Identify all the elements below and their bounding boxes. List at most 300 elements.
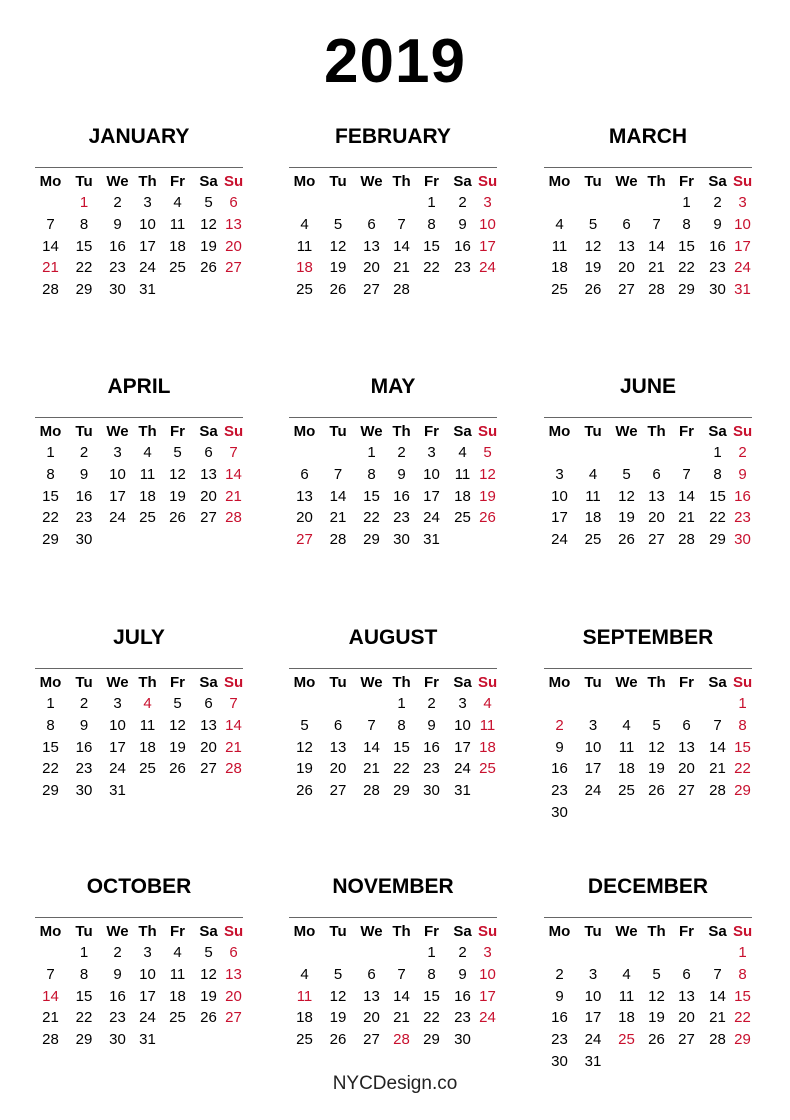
day-cell: 1: [79, 944, 89, 961]
day-cell: 30: [75, 531, 93, 549]
day-cell: 21: [709, 1009, 726, 1027]
week-row: [544, 964, 752, 986]
day-cell: 14: [42, 237, 59, 255]
day-cell: 2: [397, 444, 406, 461]
day-cell: 10: [479, 965, 496, 983]
empty-day-cell: [356, 693, 387, 715]
day-cell: 24: [109, 760, 126, 778]
empty-day-cell: [611, 442, 642, 464]
week-row: [35, 257, 243, 279]
week-row: [544, 257, 752, 279]
day-cell: 25: [296, 1031, 313, 1049]
weekday-header-row: [544, 422, 752, 442]
day-cell: 8: [682, 215, 691, 233]
week-row: [35, 942, 243, 964]
day-cell: 16: [75, 738, 93, 756]
day-cell: 8: [738, 716, 747, 734]
day-cell: 26: [169, 760, 186, 778]
day-cell: 8: [79, 215, 89, 233]
day-cell: 15: [393, 738, 410, 756]
day-cell: 3: [143, 194, 152, 211]
day-cell: 10: [551, 487, 568, 505]
week-row: [35, 737, 243, 759]
week-row: [289, 442, 497, 464]
week-row: [544, 986, 752, 1008]
day-cell: 17: [109, 487, 126, 505]
day-cell: 9: [79, 716, 89, 734]
empty-day-cell: [35, 942, 66, 964]
month-april: [35, 374, 243, 551]
day-cell: 14: [393, 987, 410, 1005]
day-cell: 11: [139, 465, 156, 483]
day-cell: 4: [555, 215, 564, 233]
day-cell: 15: [423, 237, 440, 255]
day-cell: 15: [42, 487, 59, 505]
empty-day-cell: [642, 802, 671, 824]
day-cell: 22: [75, 259, 93, 277]
month-title: OCTOBER: [86, 875, 192, 898]
weekday-label: Th: [647, 923, 666, 940]
weekday-header-row: [35, 422, 243, 442]
day-cell: 6: [652, 465, 661, 483]
empty-day-cell: [193, 279, 224, 301]
day-cell: 28: [709, 1031, 726, 1049]
day-cell: 27: [329, 782, 347, 800]
day-cell: 30: [423, 782, 440, 800]
week-row: [289, 693, 497, 715]
week-row: [544, 758, 752, 780]
day-cell: 2: [713, 194, 722, 211]
day-cell: 23: [734, 509, 751, 527]
day-cell: 13: [200, 716, 217, 734]
week-row: [35, 442, 243, 464]
day-cell: 24: [479, 259, 496, 277]
weekday-label: Fr: [679, 674, 694, 691]
day-cell: 12: [329, 237, 347, 255]
day-cell: 16: [423, 738, 440, 756]
day-cell: 7: [229, 695, 238, 712]
weekday-label: Mo: [293, 674, 316, 691]
day-cell: 12: [618, 487, 635, 505]
day-cell: 22: [734, 1009, 751, 1027]
day-cell: 18: [454, 487, 471, 505]
day-cell: 18: [296, 1009, 313, 1027]
day-cell: 13: [363, 987, 380, 1005]
day-cell: 17: [479, 987, 496, 1005]
day-cell: 12: [169, 465, 186, 483]
weekday-label: Mo: [39, 173, 62, 190]
day-cell: 21: [709, 760, 726, 778]
day-cell: 24: [551, 531, 568, 549]
day-cell: 5: [204, 194, 213, 211]
day-cell: 5: [173, 444, 182, 461]
day-cell: 16: [109, 987, 126, 1005]
day-cell: 8: [427, 965, 436, 983]
empty-day-cell: [544, 442, 575, 464]
day-cell: 10: [734, 215, 751, 233]
weekday-label: Sa: [453, 923, 472, 940]
week-row: [544, 1029, 752, 1051]
day-cell: 3: [555, 465, 564, 483]
day-cell: 6: [300, 465, 309, 483]
day-cell: 24: [139, 1009, 156, 1027]
week-row: [289, 236, 497, 258]
day-cell: 1: [738, 695, 747, 712]
day-cell: 7: [367, 716, 376, 734]
week-row: [544, 486, 752, 508]
day-cell: 28: [42, 1031, 59, 1049]
day-cell: 22: [75, 1009, 93, 1027]
day-cell: 13: [200, 465, 217, 483]
week-row: [289, 464, 497, 486]
weekday-label: Th: [647, 423, 666, 440]
day-cell: 8: [427, 215, 436, 233]
day-cell: 18: [584, 509, 602, 527]
day-cell: 6: [367, 215, 376, 233]
day-cell: 26: [169, 509, 186, 527]
day-cell: 14: [709, 738, 726, 756]
empty-day-cell: [702, 1051, 733, 1073]
weekday-label: Mo: [548, 674, 571, 691]
day-cell: 14: [42, 987, 59, 1005]
empty-day-cell: [289, 192, 320, 214]
empty-day-cell: [289, 693, 320, 715]
day-cell: 16: [734, 487, 751, 505]
day-cell: 19: [200, 987, 217, 1005]
empty-day-cell: [611, 942, 642, 964]
day-cell: 5: [333, 215, 343, 233]
day-cell: 1: [397, 695, 406, 712]
day-cell: 11: [479, 716, 496, 734]
day-cell: 14: [648, 237, 665, 255]
empty-day-cell: [356, 192, 387, 214]
day-cell: 6: [333, 716, 343, 734]
day-cell: 30: [75, 782, 93, 800]
weekday-header-row: [289, 922, 497, 942]
day-cell: 16: [109, 237, 126, 255]
day-cell: 13: [678, 987, 695, 1005]
day-cell: 27: [296, 531, 313, 549]
day-cell: 15: [363, 487, 380, 505]
weekday-label: Sa: [199, 423, 218, 440]
month-title: SEPTEMBER: [582, 626, 714, 649]
empty-day-cell: [671, 693, 702, 715]
month-divider: [289, 417, 497, 418]
day-cell: 22: [363, 509, 380, 527]
day-cell: 4: [300, 215, 309, 233]
year-title: 2019: [324, 27, 466, 96]
day-cell: 23: [423, 760, 440, 778]
day-cell: 20: [618, 259, 635, 277]
week-row: [35, 964, 243, 986]
day-cell: 12: [200, 965, 217, 983]
day-cell: 7: [713, 965, 722, 983]
day-cell: 26: [479, 509, 496, 527]
empty-day-cell: [671, 802, 702, 824]
empty-day-cell: [642, 693, 671, 715]
day-cell: 14: [363, 738, 380, 756]
empty-day-cell: [102, 529, 133, 551]
day-cell: 20: [329, 760, 347, 778]
day-cell: 9: [458, 965, 467, 983]
day-cell: 12: [648, 987, 665, 1005]
day-cell: 25: [551, 281, 568, 299]
empty-day-cell: [642, 942, 671, 964]
week-row: [544, 780, 752, 802]
day-cell: 18: [169, 237, 186, 255]
month-title: AUGUST: [348, 626, 438, 649]
empty-day-cell: [224, 780, 243, 802]
day-cell: 11: [585, 487, 601, 505]
day-cell: 5: [622, 465, 631, 483]
weekday-label: Su: [478, 923, 498, 940]
empty-day-cell: [611, 802, 642, 824]
day-cell: 30: [551, 803, 568, 821]
weekday-header-row: [35, 172, 243, 192]
day-cell: 31: [139, 1031, 156, 1049]
day-cell: 6: [204, 444, 213, 461]
weekday-label: Tu: [75, 423, 93, 440]
day-cell: 13: [648, 487, 665, 505]
day-cell: 19: [169, 738, 186, 756]
day-cell: 15: [734, 738, 751, 756]
week-row: [289, 279, 497, 301]
empty-day-cell: [611, 1051, 642, 1073]
month-divider: [35, 167, 243, 168]
day-cell: 12: [329, 987, 347, 1005]
week-row: [289, 257, 497, 279]
day-cell: 16: [393, 487, 410, 505]
weekday-label: Tu: [329, 423, 347, 440]
day-cell: 24: [454, 760, 471, 778]
empty-day-cell: [162, 1029, 193, 1051]
day-cell: 29: [393, 782, 410, 800]
week-row: [544, 942, 752, 964]
week-row: [544, 1051, 752, 1073]
day-cell: 20: [648, 509, 665, 527]
day-cell: 10: [109, 716, 126, 734]
weekday-header-row: [289, 422, 497, 442]
day-cell: 6: [622, 215, 631, 233]
empty-day-cell: [702, 802, 733, 824]
weekday-label: Th: [392, 674, 411, 691]
weekday-label: We: [615, 923, 638, 940]
month-title: APRIL: [107, 375, 171, 398]
day-cell: 28: [393, 281, 410, 299]
weekday-label: Th: [138, 173, 157, 190]
weekday-label: We: [360, 674, 383, 691]
month-november: [289, 874, 497, 1051]
month-divider: [35, 417, 243, 418]
day-cell: 17: [551, 509, 568, 527]
day-cell: 28: [709, 782, 726, 800]
day-cell: 24: [479, 1009, 496, 1027]
day-cell: 25: [139, 509, 156, 527]
day-cell: 12: [296, 738, 313, 756]
month-october: [35, 874, 243, 1051]
weekday-label: We: [360, 923, 383, 940]
weekday-label: Sa: [708, 423, 727, 440]
week-row: [289, 1007, 497, 1029]
weekday-label: We: [106, 173, 129, 190]
empty-day-cell: [35, 192, 66, 214]
week-row: [289, 1029, 497, 1051]
day-cell: 15: [734, 987, 751, 1005]
day-cell: 18: [479, 738, 496, 756]
week-row: [544, 442, 752, 464]
day-cell: 15: [678, 237, 695, 255]
month-divider: [289, 668, 497, 669]
weekday-header-row: [544, 922, 752, 942]
empty-day-cell: [702, 942, 733, 964]
day-cell: 6: [682, 965, 691, 983]
day-cell: 5: [173, 695, 182, 712]
day-cell: 31: [139, 281, 156, 299]
day-cell: 9: [113, 215, 122, 233]
day-cell: 29: [363, 531, 380, 549]
day-cell: 20: [296, 509, 313, 527]
empty-day-cell: [478, 529, 497, 551]
day-cell: 9: [713, 215, 722, 233]
day-cell: 12: [479, 465, 496, 483]
day-cell: 26: [200, 1009, 217, 1027]
empty-day-cell: [320, 442, 356, 464]
week-row: [544, 693, 752, 715]
empty-day-cell: [642, 1051, 671, 1073]
day-cell: 31: [454, 782, 471, 800]
day-cell: 27: [225, 1009, 242, 1027]
day-cell: 24: [423, 509, 440, 527]
day-cell: 28: [363, 782, 380, 800]
weekday-label: Tu: [584, 173, 602, 190]
day-cell: 4: [173, 194, 182, 211]
weekday-label: Tu: [75, 173, 93, 190]
day-cell: 23: [551, 1031, 568, 1049]
day-cell: 29: [75, 281, 93, 299]
weekday-label: Tu: [329, 173, 347, 190]
day-cell: 28: [678, 531, 695, 549]
day-cell: 4: [143, 695, 152, 712]
empty-day-cell: [289, 942, 320, 964]
month-divider: [544, 417, 752, 418]
empty-day-cell: [162, 279, 193, 301]
empty-day-cell: [544, 942, 575, 964]
day-cell: 21: [393, 259, 410, 277]
day-cell: 31: [109, 782, 126, 800]
footer-credit: NYCDesign.co: [332, 1073, 458, 1094]
weekday-label: Th: [138, 674, 157, 691]
day-cell: 26: [329, 281, 347, 299]
weekday-label: Su: [733, 923, 753, 940]
day-cell: 2: [458, 194, 467, 211]
month-title: MAY: [370, 375, 416, 398]
weekday-label: Su: [733, 423, 753, 440]
weekday-label: We: [106, 423, 129, 440]
weekday-label: Sa: [453, 674, 472, 691]
day-cell: 24: [734, 259, 751, 277]
day-cell: 11: [296, 987, 313, 1005]
weekday-label: Sa: [708, 173, 727, 190]
week-row: [544, 279, 752, 301]
day-cell: 18: [139, 738, 156, 756]
day-cell: 19: [329, 1009, 347, 1027]
day-cell: 4: [173, 944, 182, 961]
day-cell: 22: [42, 760, 59, 778]
day-cell: 3: [427, 444, 436, 461]
day-cell: 29: [42, 531, 59, 549]
day-cell: 3: [113, 444, 122, 461]
day-cell: 13: [329, 738, 347, 756]
empty-day-cell: [320, 693, 356, 715]
empty-day-cell: [575, 693, 611, 715]
weekday-label: Sa: [453, 173, 472, 190]
week-row: [35, 529, 243, 551]
day-cell: 9: [738, 465, 747, 483]
week-row: [35, 780, 243, 802]
day-cell: 13: [225, 965, 242, 983]
day-cell: 30: [551, 1052, 568, 1070]
day-cell: 10: [479, 215, 496, 233]
day-cell: 15: [75, 237, 93, 255]
day-cell: 3: [458, 695, 467, 712]
weekday-label: We: [615, 674, 638, 691]
day-cell: 9: [113, 965, 122, 983]
day-cell: 6: [229, 944, 238, 961]
weekday-label: Su: [478, 423, 498, 440]
weekday-label: Th: [138, 423, 157, 440]
weekday-label: Fr: [170, 923, 185, 940]
day-cell: 13: [363, 237, 380, 255]
day-cell: 20: [200, 738, 217, 756]
day-cell: 29: [423, 1031, 440, 1049]
empty-day-cell: [447, 529, 478, 551]
empty-day-cell: [224, 279, 243, 301]
weekday-label: Su: [478, 173, 498, 190]
day-cell: 15: [423, 987, 440, 1005]
week-row: [35, 1029, 243, 1051]
month-divider: [289, 167, 497, 168]
month-may: [289, 374, 497, 551]
weekday-label: Sa: [199, 923, 218, 940]
day-cell: 19: [169, 487, 186, 505]
day-cell: 1: [738, 944, 747, 961]
weekday-label: Mo: [293, 423, 316, 440]
weekday-label: Th: [392, 423, 411, 440]
day-cell: 1: [427, 194, 436, 211]
day-cell: 15: [75, 987, 93, 1005]
day-cell: 17: [139, 987, 156, 1005]
day-cell: 29: [734, 1031, 751, 1049]
day-cell: 28: [225, 509, 242, 527]
weekday-label: Tu: [329, 923, 347, 940]
week-row: [544, 1007, 752, 1029]
day-cell: 31: [734, 281, 751, 299]
week-row: [35, 1007, 243, 1029]
day-cell: 29: [709, 531, 726, 549]
day-cell: 19: [329, 259, 347, 277]
day-cell: 29: [734, 782, 751, 800]
day-cell: 1: [713, 444, 722, 461]
day-cell: 25: [618, 782, 635, 800]
empty-day-cell: [642, 442, 671, 464]
day-cell: 19: [648, 1009, 665, 1027]
day-cell: 8: [738, 965, 747, 983]
weekday-header-row: [289, 673, 497, 693]
day-cell: 19: [648, 760, 665, 778]
weekday-label: We: [615, 173, 638, 190]
day-cell: 15: [709, 487, 726, 505]
empty-day-cell: [575, 192, 611, 214]
